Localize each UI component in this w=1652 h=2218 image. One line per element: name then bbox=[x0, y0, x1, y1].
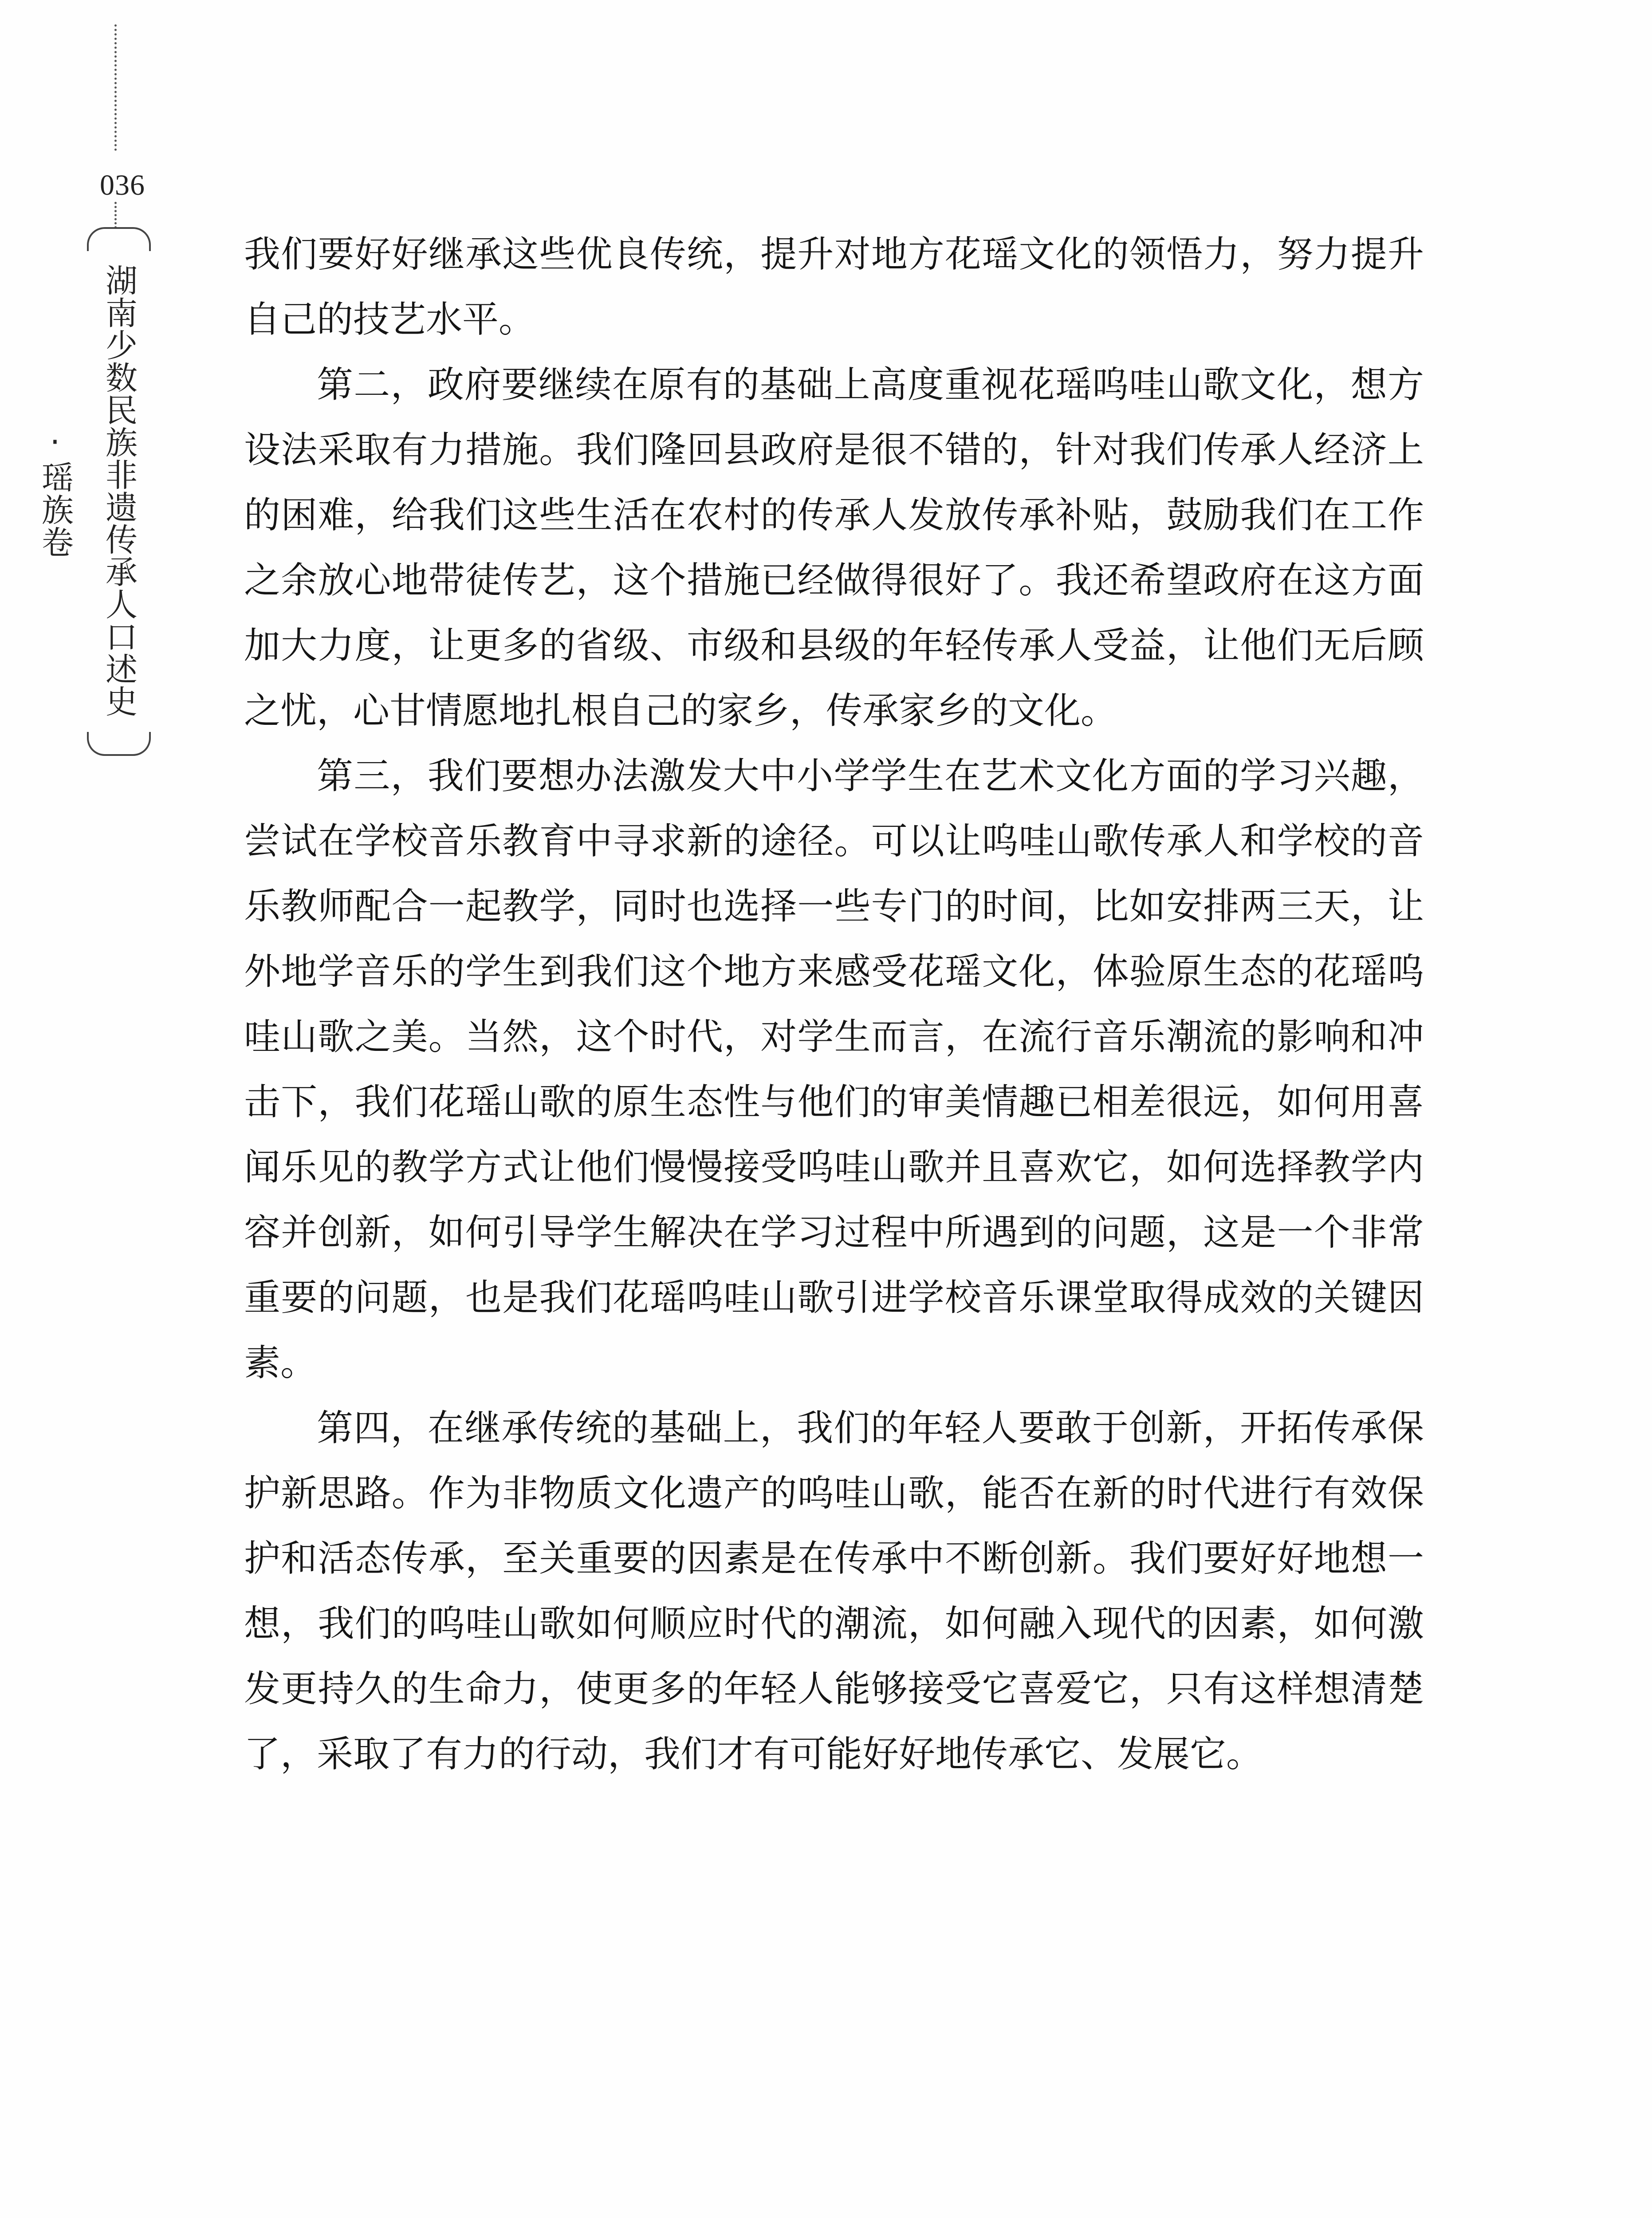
paragraph-second: 第二，政府要继续在原有的基础上高度重视花瑶呜哇山歌文化，想方设法采取有力措施。我们隆回县政府是很不错的，针对我们传承人经济上的困难，给我们这些生活在农村的传承人发放传承补贴，鼓励我们在工作之余放心地带徒传艺，这个措施已经做得很好了。我还希望政府在这方面加大力度，让更多的省级、市级和县级的年轻传承人受益，让他们无后顾之忧，心甘情愿地扎根自己的家乡，传承家乡的文化。 bbox=[244, 364, 1424, 732]
series-title: 湖南少数民族非遗传承人口述史·瑶族卷 bbox=[36, 264, 138, 717]
paragraph-continuation: 我们要好好继承这些优良传统，提升对地方花瑶文化的领悟力，努力提升自己的技艺水平。 bbox=[244, 233, 1424, 341]
paragraph-third: 第三，我们要想办法激发大中小学学生在艺术文化方面的学习兴趣，尝试在学校音乐教育中寻求新的途径。可以让呜哇山歌传承人和学校的音乐教师配合一起教学，同时也选择一些专门的时间，比如安排两三天，让外地学音乐的学生到我们这个地方来感受花瑶文化，体验原生态的花瑶呜哇山歌之美。当然，这个时代，对学生而言，在流行音乐潮流的影响和冲击下，我们花瑶山歌的原生态性与他们的审美情趣已相差很远，如何用喜闻乐见的教学方式让他们慢慢接受呜哇山歌并且喜欢它，如何选择教学内容并创新，如何引导学生解决在学习过程中所遇到的问题，这是一个非常重要的问题，也是我们花瑶呜哇山歌引进学校音乐课堂取得成效的关键因素。 bbox=[244, 755, 1424, 1384]
body-text bbox=[244, 222, 1424, 1787]
margin-dotted-rule-top bbox=[114, 24, 117, 151]
series-title-bracket-top bbox=[87, 227, 151, 251]
margin-dotted-rule-middle bbox=[114, 202, 117, 228]
series-title-bracket-bottom bbox=[87, 732, 151, 756]
page-number: 036 bbox=[100, 169, 145, 201]
paragraph-fourth: 第四，在继承传统的基础上，我们的年轻人要敢于创新，开拓传承保护新思路。作为非物质文化遗产的呜哇山歌，能否在新的时代进行有效保护和活态传承，至关重要的因素是在传承中不断创新。我们要好好地想一想，我们的呜哇山歌如何顺应时代的潮流，如何融入现代的因素，如何激发更持久的生命力，使更多的年轻人能够接受它喜爱它，只有这样想清楚了，采取了有力的行动，我们才有可能好好地传承它、发展它。 bbox=[244, 1407, 1424, 1775]
